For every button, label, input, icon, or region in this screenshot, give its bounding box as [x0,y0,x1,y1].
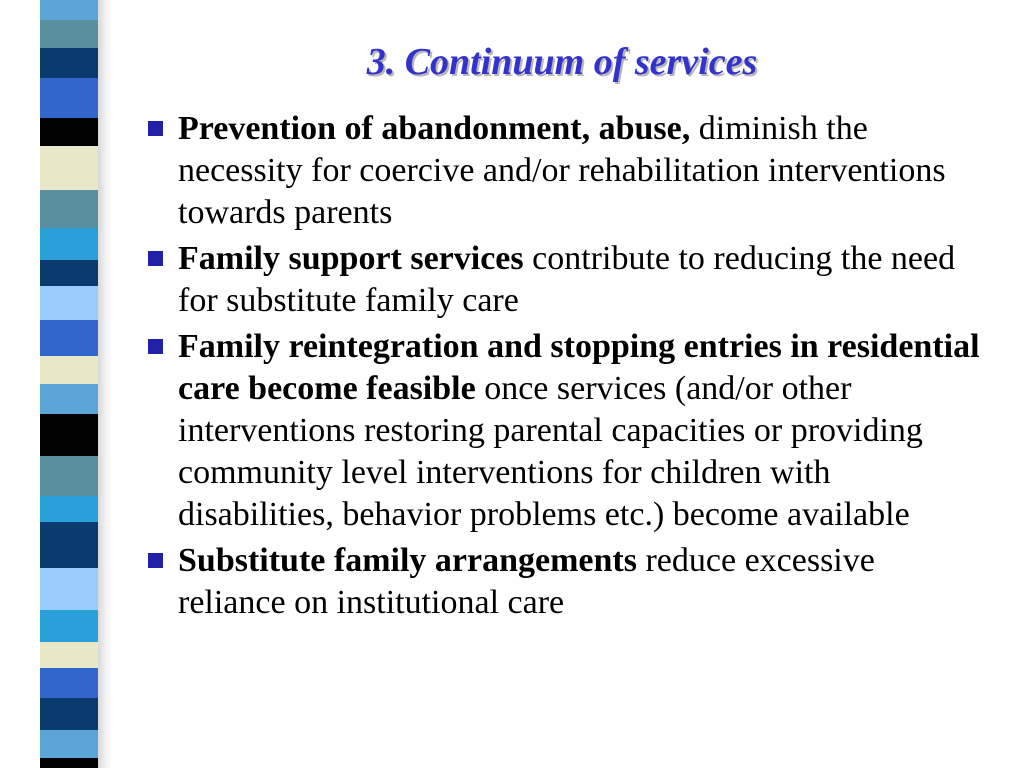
stripe-block [40,0,98,20]
stripe-block [40,260,98,286]
stripe-block [40,118,98,146]
stripe-block [40,146,98,190]
stripe-block [40,414,98,456]
bullet-bold-text: Prevention of abandonment, abuse, [178,110,691,147]
stripe-block [40,642,98,668]
square-bullet-icon [148,121,163,136]
bullet-text: diminish the necessity for coercive and/or rehabilitation interventions towards parents [178,110,946,231]
stripe-block [40,356,98,384]
stripe-block [40,730,98,758]
bullet-bold-text: Family reintegration and stopping entries in residential care become feasible [178,328,980,407]
stripe-block [40,190,98,228]
stripe-block [40,286,98,320]
bullet-item [148,108,988,234]
stripe-block [40,522,98,568]
stripe-block [40,320,98,356]
stripe-block [40,384,98,414]
bullet-item [148,238,988,322]
bullet-item [148,540,988,624]
bullet-text: contribute to reducing the need for substitute family care [178,240,956,319]
square-bullet-icon [148,553,163,568]
stripe-block [40,228,98,260]
stripe-block [40,668,98,698]
bullet-bold-text: Substitute family arrangements [178,542,637,579]
stripe-block [40,496,98,522]
bullet-text: once services (and/or other interventions restoring parental capacities or providing community level interventions for children with disabilities, behavior problems etc.) become available [178,370,923,533]
stripe-block [40,698,98,730]
bullet-list [148,108,988,628]
stripe-block [40,568,98,610]
slide-title: 3. Continuum of services [366,41,758,83]
stripe-block [40,758,98,768]
bullet-bold-text: Family support services [178,240,524,277]
stripe-block [40,78,98,118]
bullet-text: reduce excessive reliance on institutional care [178,542,875,621]
square-bullet-icon [148,339,163,354]
stripe-block [40,610,98,642]
decorative-stripe [40,0,98,768]
stripe-shadow [98,0,112,768]
stripe-block [40,456,98,496]
bullet-item [148,326,988,536]
square-bullet-icon [148,251,163,266]
